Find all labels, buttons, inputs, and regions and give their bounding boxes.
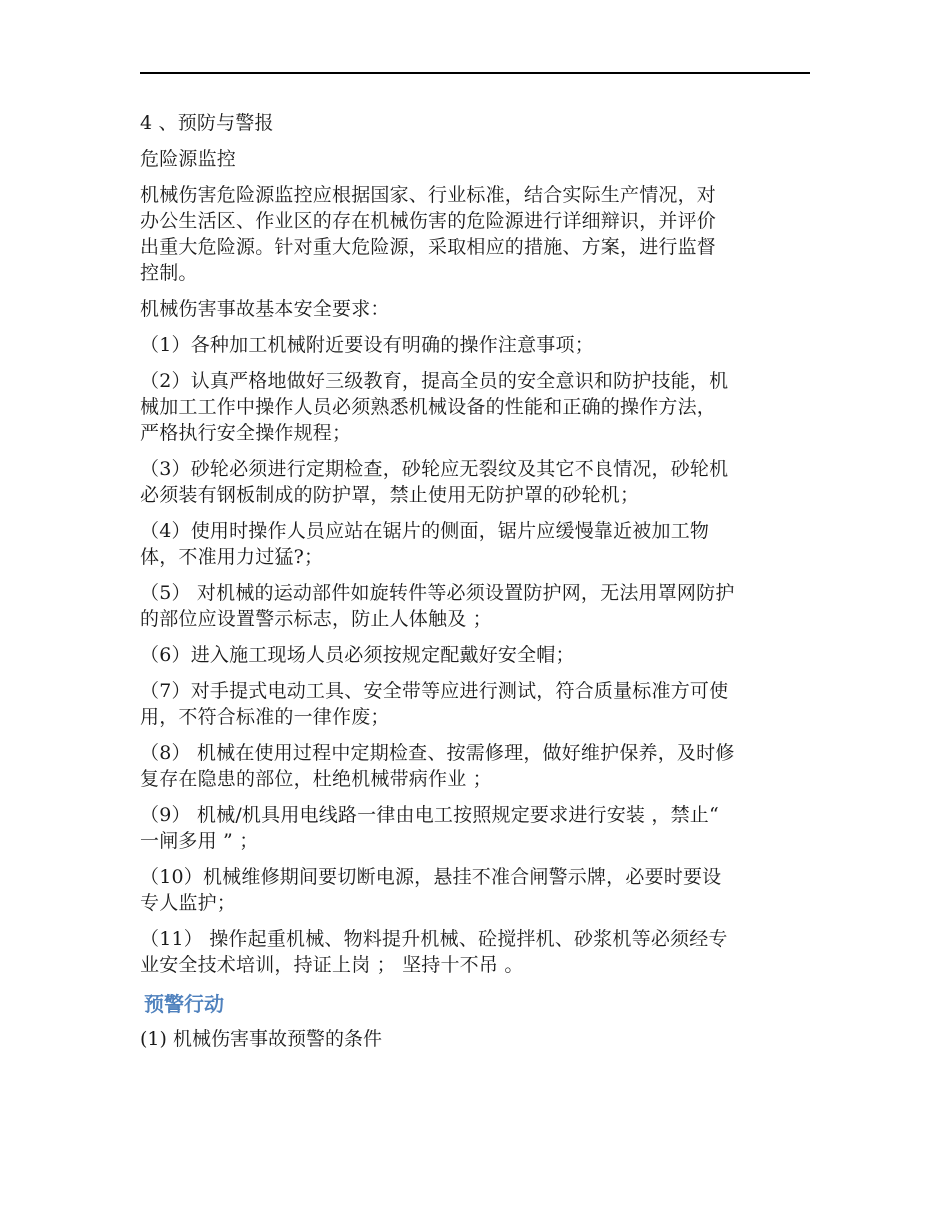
- requirement-line: （5） 对机械的运动部件如旋转件等必须设置防护网，无法用罩网防护: [140, 582, 735, 604]
- requirement-line: （10）机械维修期间要切断电源，悬挂不准合闸警示牌，必要时要设: [140, 866, 722, 888]
- requirement-item: [140, 864, 810, 916]
- requirement-line: 的部位应设置警示标志，防止人体触及 ；: [140, 608, 492, 630]
- requirement-line: 业安全技术培训，持证上岗 ； 坚持十不吊 。: [140, 954, 524, 976]
- requirement-line: （4）使用时操作人员应站在锯片的侧面，锯片应缓慢靠近被加工物: [140, 520, 710, 542]
- requirement-line: 必须装有钢板制成的防护罩，禁止使用无防护罩的砂轮机；: [140, 484, 640, 506]
- intro-line: 出重大危险源。针对重大危险源，采取相应的措施、方案，进行监督: [140, 236, 717, 258]
- intro-paragraph: [140, 182, 810, 286]
- requirement-line: 专人监护；: [140, 892, 237, 914]
- requirement-line: （9） 机械/机具用电线路一律由电工按照规定要求进行安装 ，禁止“: [140, 804, 719, 826]
- intro-line: 机械伤害危险源监控应根据国家、行业标准，结合实际生产情况，对: [140, 184, 717, 206]
- requirement-item: [140, 802, 810, 854]
- requirement-item: [140, 678, 810, 730]
- requirement-item: [140, 332, 810, 358]
- requirement-line: 用，不符合标准的一律作废；: [140, 706, 390, 728]
- document-body: [140, 110, 810, 1062]
- section-title: 4 、预防与警报: [140, 112, 274, 134]
- requirement-line: （6）进入施工现场人员必须按规定配戴好安全帽；: [140, 644, 575, 666]
- requirement-item: [140, 642, 810, 668]
- requirement-line: 械加工工作中操作人员必须熟悉机械设备的性能和正确的操作方法，: [140, 396, 717, 418]
- subsection-title: 危险源监控: [140, 148, 237, 170]
- requirement-line: 体，不准用力过猛?；: [140, 546, 324, 568]
- intro-line: 控制。: [140, 262, 198, 284]
- requirement-item: [140, 580, 810, 632]
- requirement-line: （7）对手提式电动工具、安全带等应进行测试，符合质量标准方可使: [140, 680, 729, 702]
- requirement-line: （11） 操作起重机械、物料提升机械、砼搅拌机、砂浆机等必须经专: [140, 928, 728, 950]
- header-rule: [140, 72, 810, 74]
- requirement-line: （2）认真严格地做好三级教育，提高全员的安全意识和防护技能，机: [140, 370, 729, 392]
- requirement-line: 一闸多用 ” ；: [140, 830, 259, 852]
- intro-line: 办公生活区、作业区的存在机械伤害的危险源进行详细辩识，并评价: [140, 210, 717, 232]
- requirement-line: 严格执行安全操作规程；: [140, 422, 352, 444]
- requirement-item: [140, 518, 810, 570]
- requirement-item: [140, 456, 810, 508]
- warning-item: (1) 机械伤害事故预警的条件: [140, 1028, 382, 1050]
- requirement-item: [140, 926, 810, 978]
- requirement-item: [140, 368, 810, 446]
- requirement-line: （1）各种加工机械附近要设有明确的操作注意事项；: [140, 334, 594, 356]
- requirements-title: 机械伤害事故基本安全要求：: [140, 298, 390, 320]
- requirement-line: （8） 机械在使用过程中定期检查、按需修理，做好维护保养，及时修: [140, 742, 735, 764]
- requirement-line: 复存在隐患的部位，杜绝机械带病作业 ；: [140, 768, 492, 790]
- requirements-list: [140, 332, 810, 978]
- requirement-item: [140, 740, 810, 792]
- warning-heading: 预警行动: [144, 992, 224, 1016]
- requirement-line: （3）砂轮必须进行定期检查，砂轮应无裂纹及其它不良情况，砂轮机: [140, 458, 729, 480]
